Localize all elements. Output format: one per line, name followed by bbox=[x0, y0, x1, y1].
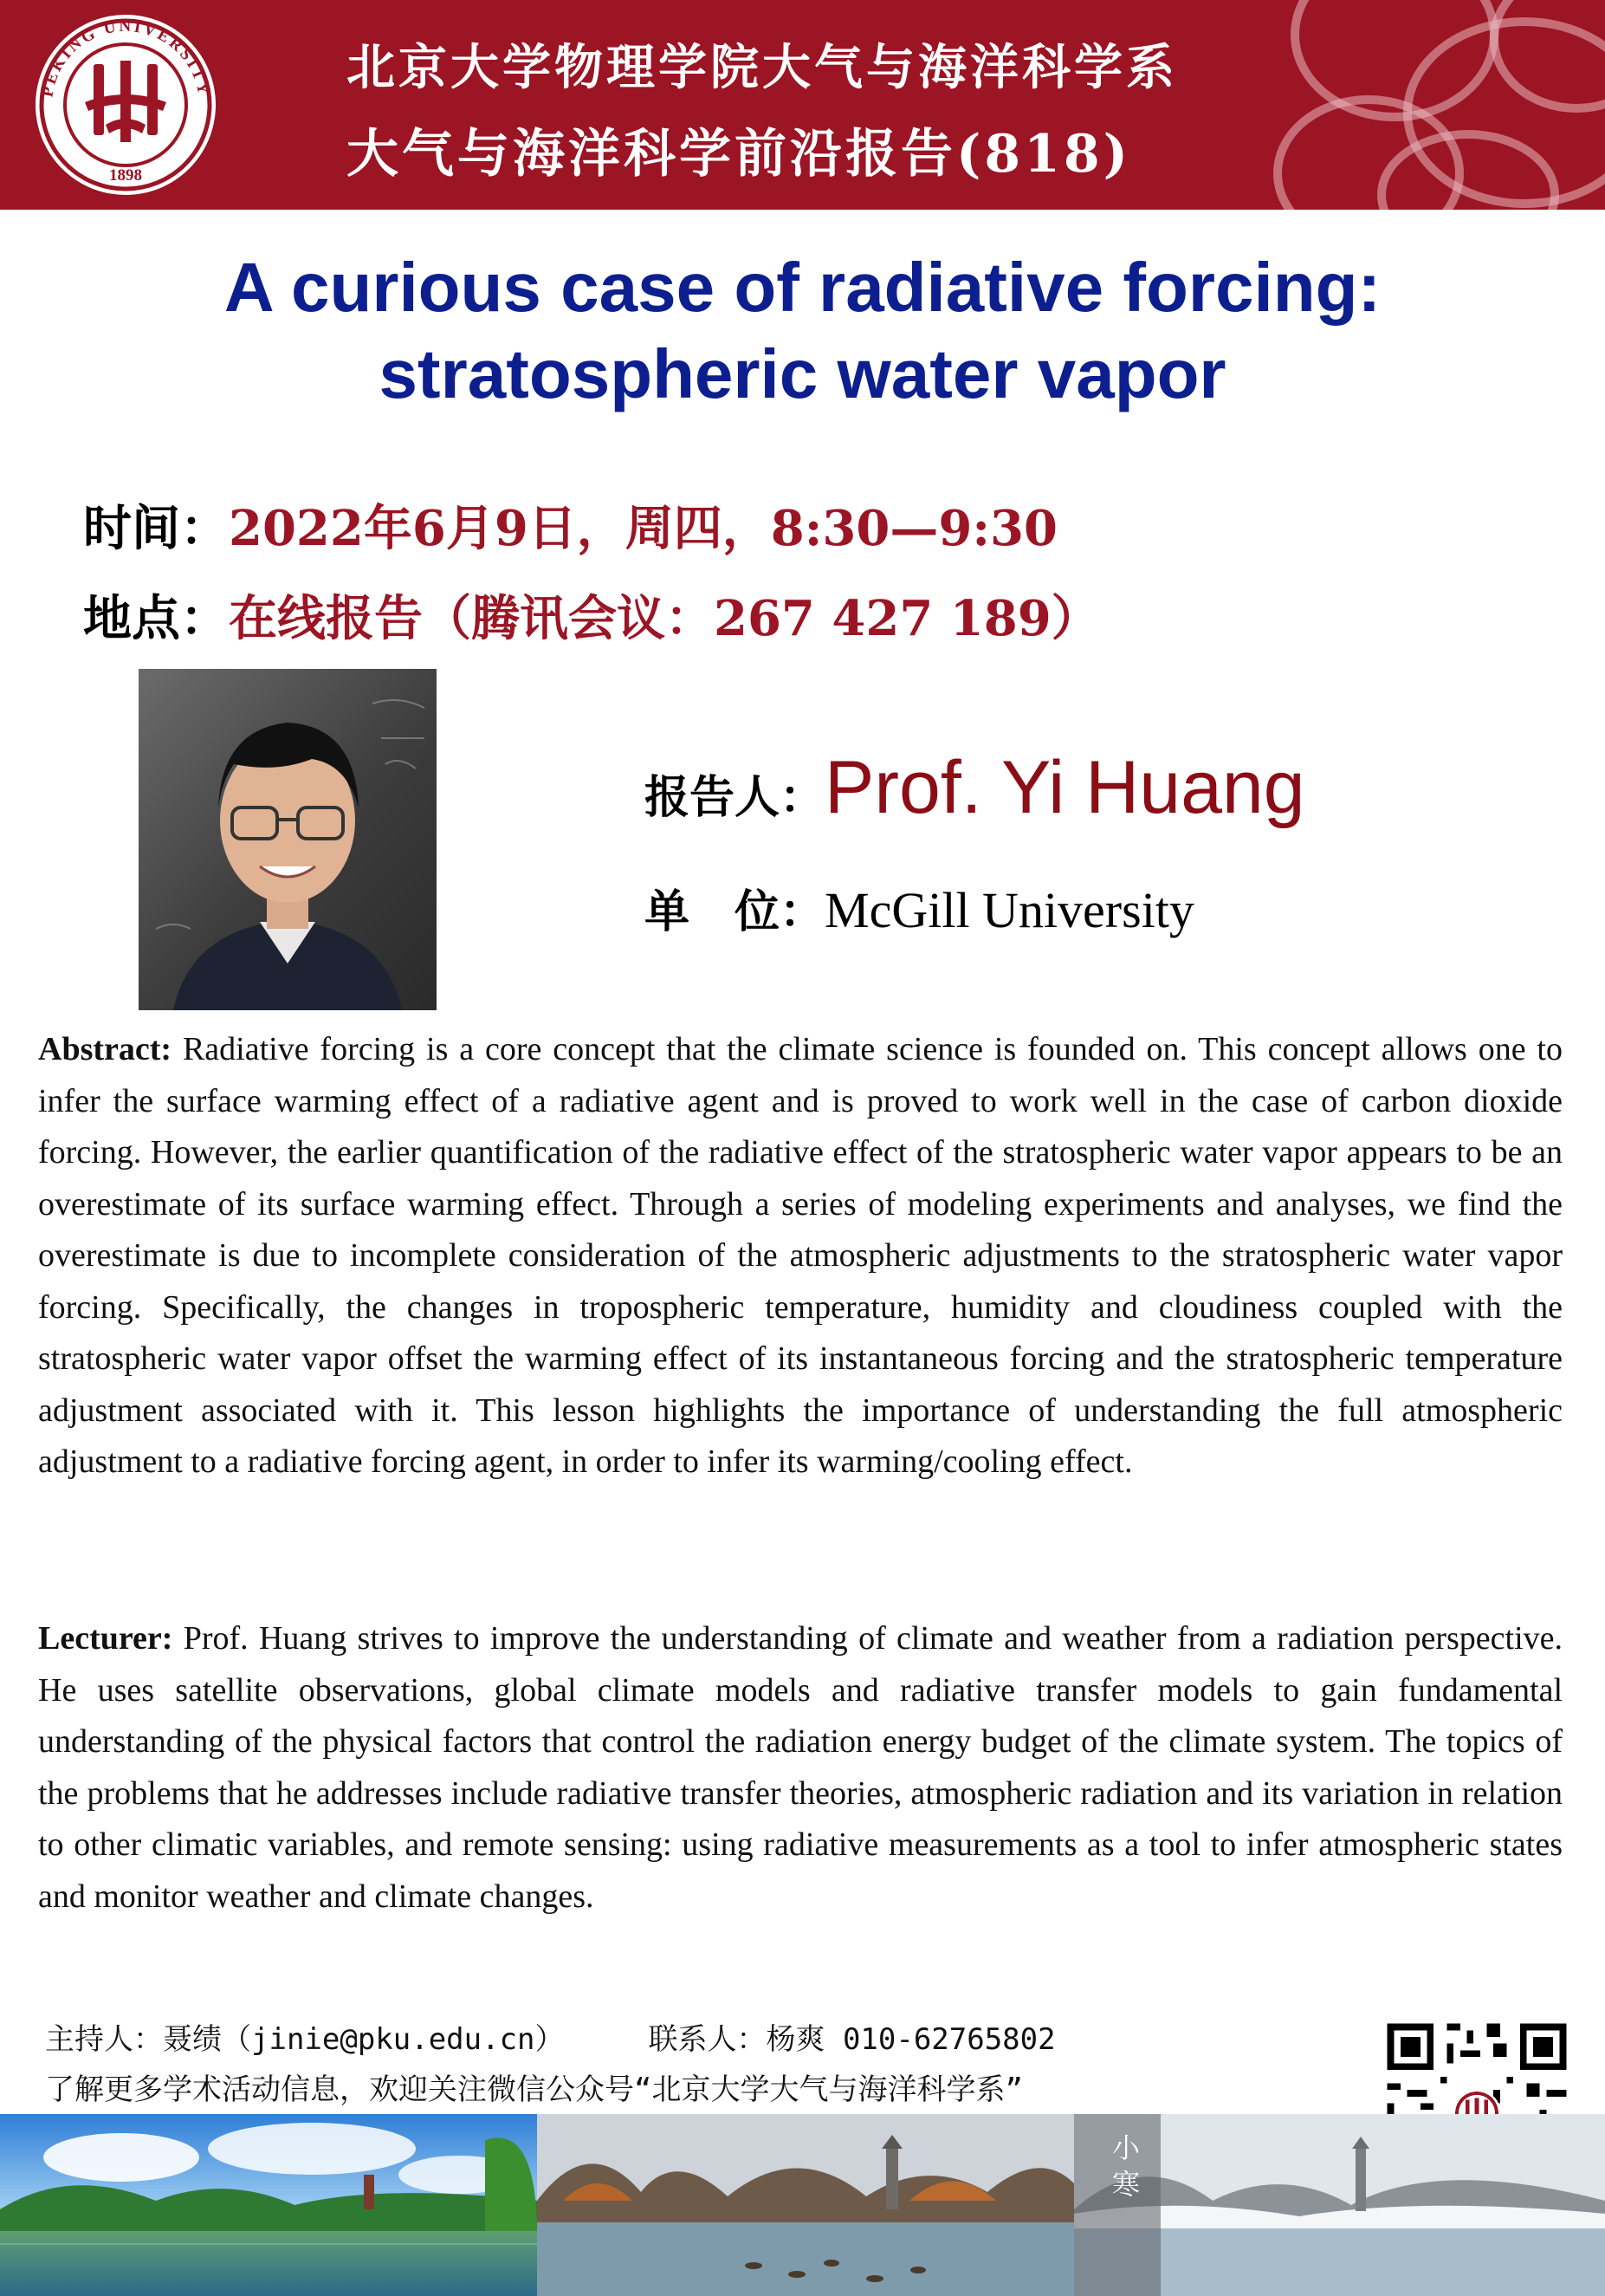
speaker-photo bbox=[139, 669, 437, 1010]
location-label: 地点： bbox=[83, 590, 229, 647]
talk-title-line2: stratospheric water vapor bbox=[379, 335, 1226, 412]
speaker-name: Prof. Yi Huang bbox=[825, 746, 1305, 829]
talk-title bbox=[52, 244, 1553, 418]
header-series-title: 大气与海洋科学前沿报告(818) bbox=[346, 124, 1132, 185]
campus-photo-winter bbox=[1074, 2114, 1605, 2296]
campus-photo-autumn bbox=[537, 2114, 1074, 2296]
talk-title-line1: A curious case of radiative forcing: bbox=[223, 249, 1382, 326]
header-banner bbox=[0, 0, 1605, 210]
wechat-info: 了解更多学术活动信息，欢迎关注微信公众号“北京大学大气与海洋科学系” bbox=[45, 2072, 1023, 2107]
summer-lake-illustration bbox=[0, 2114, 537, 2296]
abstract-paragraph bbox=[38, 1024, 1563, 1489]
contact-info: 联系人：杨爽 010-62765802 bbox=[648, 2022, 1056, 2057]
abstract-text: Radiative forcing is a core concept that the climate science is founded on. This concept allows one to infer the surface warming effect of a radiative agent and is proved to work well in the case of carbon dioxide forcing. However, the earlier quantification of the radiative effect of the stratospheric water vapor appears to be an overestimate of its surface warming effect. Through a series of modeling experiments and analyses, we find the overestimate is due to incomplete consideration of the atmospheric adjustments to the stratospheric water vapor forcing. Specifically, the changes in tropospheric temperature, humidity and cloudiness coupled with the stratospheric water vapor offset the warming effect of its instantaneous forcing and the stratospheric temperature adjustment associated with it. This lesson highlights the importance of understanding the full atmospheric adjustment to a radiative forcing agent, in order to infer its warming/cooling effect. bbox=[38, 1031, 1563, 1480]
logo-text: PEKING UNIVERSITY bbox=[38, 16, 213, 99]
winter-lake-illustration bbox=[1074, 2114, 1605, 2296]
footer-contact-row bbox=[45, 2015, 1056, 2058]
speaker-row bbox=[644, 745, 1305, 831]
lecturer-paragraph bbox=[38, 1613, 1563, 1923]
time-row bbox=[83, 490, 1058, 560]
peking-university-logo bbox=[33, 12, 218, 198]
affiliation-row bbox=[644, 875, 1194, 940]
header-department: 北京大学物理学院大气与海洋科学系 bbox=[346, 39, 1178, 96]
time-label: 时间： bbox=[83, 500, 229, 557]
lecturer-text: Prof. Huang strives to improve the understanding of climate and weather from a radiation perspective. He uses satellite observations, global climate models and radiative transfer models to gain fundamental understanding of the physical factors that control the radiation energy budget of the climate system. The topics of the problems that he addresses include radiative transfer theories, atmospheric radiation and its variation in relation to other climatic variables, and remote sensing: using radiative measurements as a tool to infer atmospheric states and monitor weather and climate changes. bbox=[38, 1620, 1563, 1915]
location-value: 在线报告（腾讯会议：267 427 189） bbox=[229, 590, 1100, 647]
speaker-label: 报告人： bbox=[644, 771, 825, 824]
speaker-portrait-illustration bbox=[139, 669, 437, 1010]
caption-char-2: 寒 bbox=[1111, 2168, 1141, 2201]
affiliation-label: 单 位： bbox=[644, 885, 825, 938]
caption-char-1: 小 bbox=[1111, 2131, 1141, 2164]
affiliation-value: McGill University bbox=[825, 882, 1194, 938]
campus-photo-summer bbox=[0, 2114, 537, 2296]
lecturer-label: Lecturer: bbox=[38, 1620, 173, 1657]
time-value: 2022年6月9日，周四，8:30—9:30 bbox=[229, 500, 1058, 557]
host-info: 主持人：聂绩（jinie@pku.edu.cn） bbox=[45, 2022, 565, 2057]
location-row bbox=[83, 580, 1100, 650]
logo-year: 1898 bbox=[109, 166, 142, 185]
autumn-lake-illustration bbox=[537, 2114, 1074, 2296]
abstract-label: Abstract: bbox=[38, 1031, 172, 1067]
